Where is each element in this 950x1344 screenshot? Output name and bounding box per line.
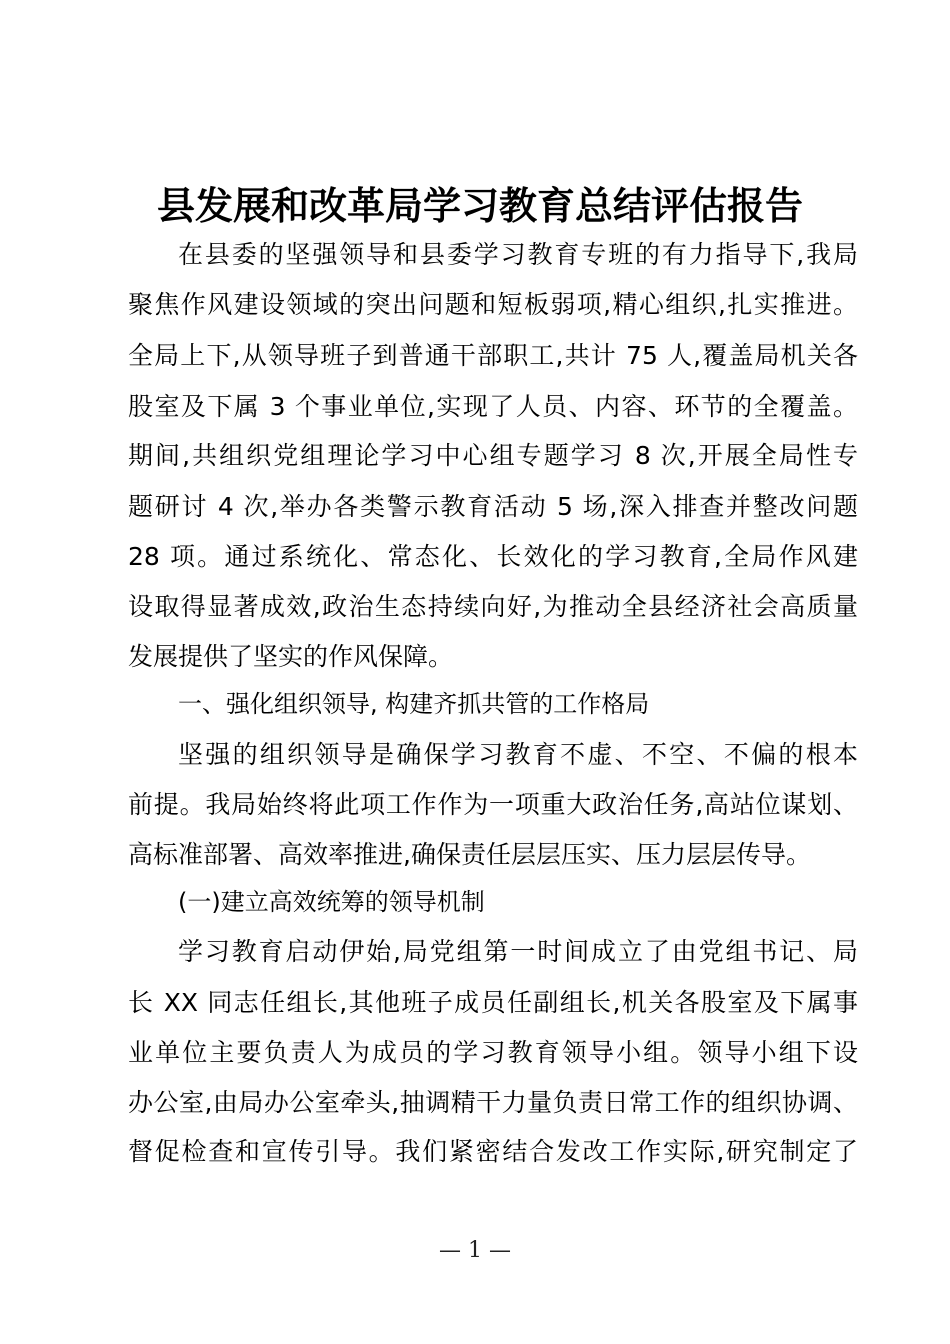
paragraph-line: 全局上下,从领导班子到普通干部职工,共计 75 人,覆盖局机关各 — [128, 341, 858, 370]
paragraph-line: 业单位主要负责人为成员的学习教育领导小组。领导小组下设 — [128, 1038, 858, 1067]
paragraph-line: 高标准部署、高效率推进,确保责任层层压实、压力层层传导。 — [128, 840, 811, 869]
paragraph-line: 学习教育启动伊始,局党组第一时间成立了由党组书记、局 — [178, 937, 858, 966]
section-heading: 一、强化组织领导, 构建齐抓共管的工作格局 — [178, 690, 650, 718]
paragraph-line: 办公室,由局办公室牵头,抽调精干力量负责日常工作的组织协调、 — [128, 1088, 858, 1117]
paragraph-line: 在县委的坚强领导和县委学习教育专班的有力指导下,我局 — [178, 240, 858, 269]
paragraph-line: 长 XX 同志任组长,其他班子成员任副组长,机关各股室及下属事 — [128, 988, 858, 1017]
paragraph-line: 发展提供了坚实的作风保障。 — [128, 642, 454, 671]
paragraph-line: 坚强的组织领导是确保学习教育不虚、不空、不偏的根本 — [178, 740, 858, 769]
paragraph-line: 聚焦作风建设领域的突出问题和短板弱项,精心组织,扎实推进。 — [128, 290, 858, 319]
document-title: 县发展和改革局学习教育总结评估报告 — [156, 183, 803, 228]
paragraph-line: 股室及下属 3 个事业单位,实现了人员、内容、环节的全覆盖。 — [128, 392, 858, 421]
paragraph-line: 前提。我局始终将此项工作作为一项重大政治任务,高站位谋划、 — [128, 790, 858, 819]
paragraph-line: 题研讨 4 次,举办各类警示教育活动 5 场,深入排查并整改问题 — [128, 492, 858, 521]
paragraph-line: 督促检查和宣传引导。我们紧密结合发改工作实际,研究制定了 — [128, 1137, 858, 1166]
page-number: — 1 — — [439, 1238, 511, 1263]
paragraph-line: 设取得显著成效,政治生态持续向好,为推动全县经济社会高质量 — [128, 592, 858, 621]
paragraph-line: 28 项。通过系统化、常态化、长效化的学习教育,全局作风建 — [128, 542, 858, 571]
subsection-heading: (一)建立高效统筹的领导机制 — [178, 888, 485, 916]
paragraph-line: 期间,共组织党组理论学习中心组专题学习 8 次,开展全局性专 — [128, 441, 858, 470]
